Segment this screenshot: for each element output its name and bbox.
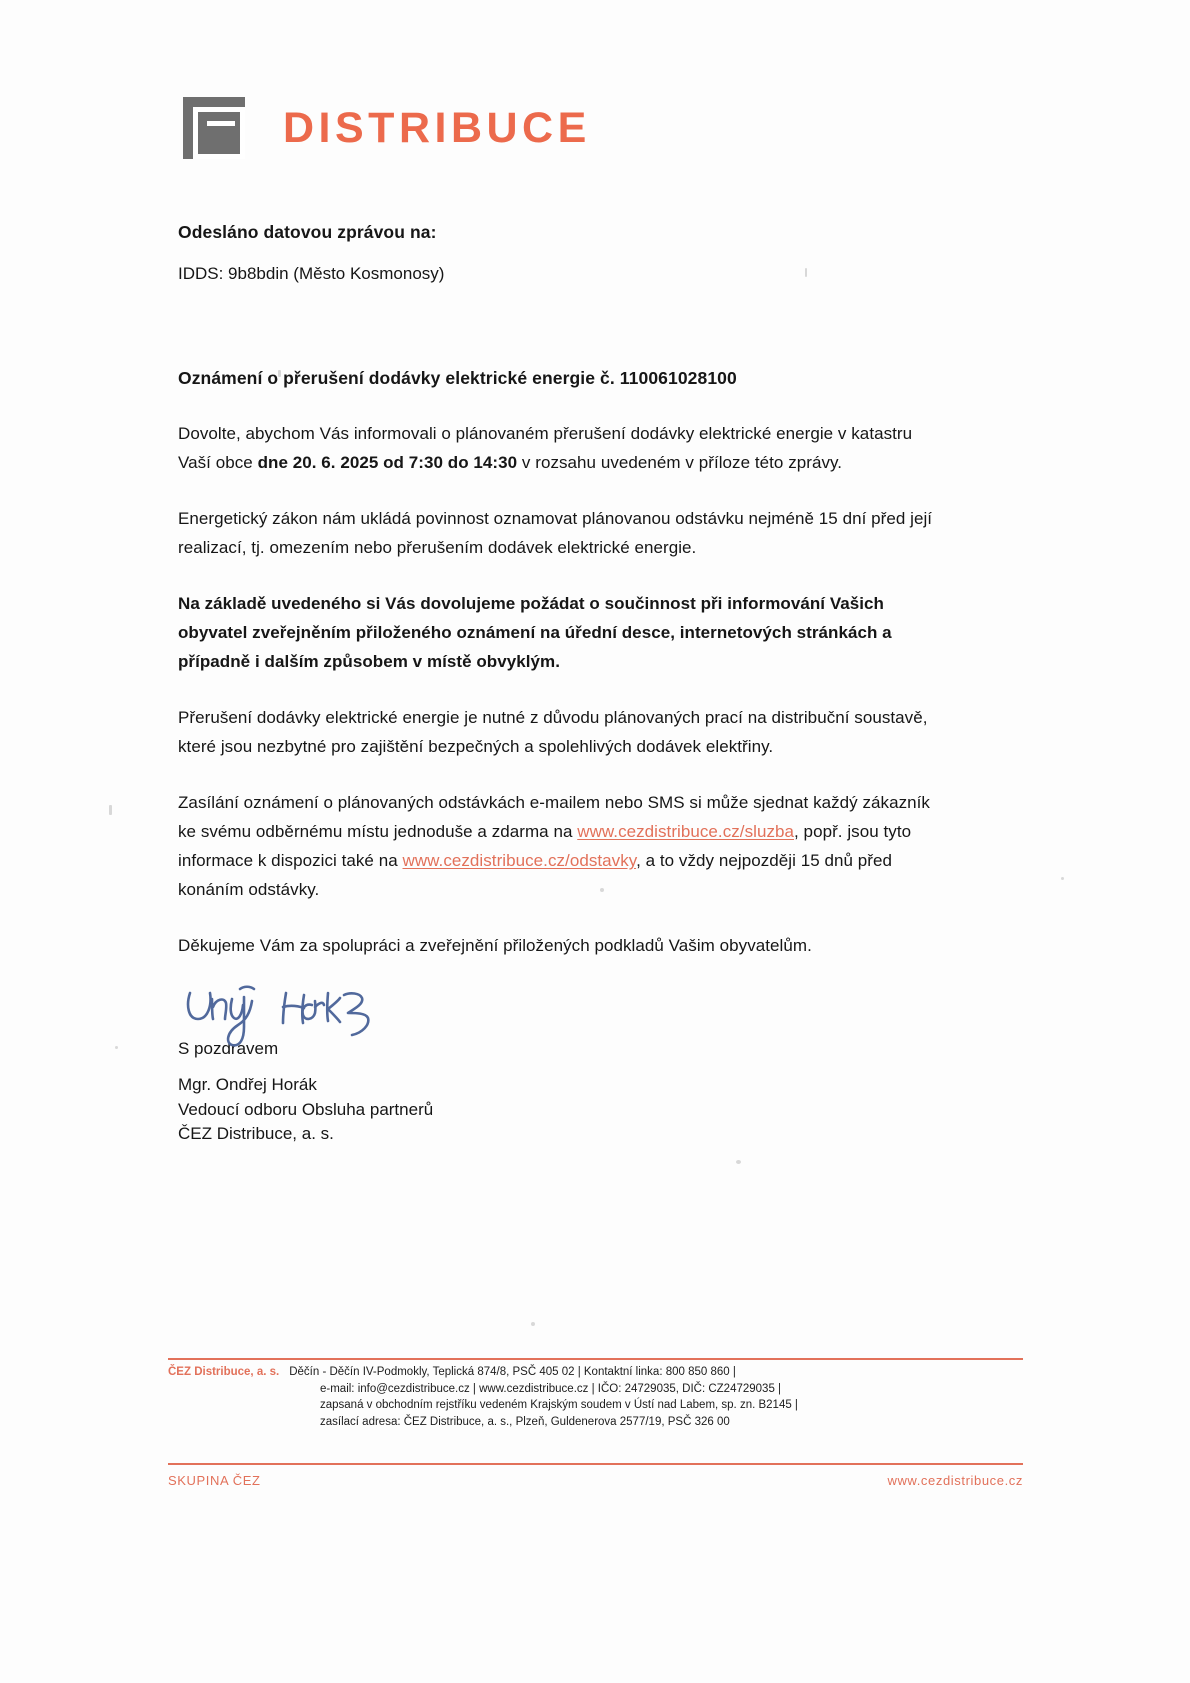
footer-line-1: Děčín - Děčín IV-Podmokly, Teplická 874/8, PSČ 405 02 | Kontaktní linka: 800 850 860 | [289, 1366, 736, 1378]
outage-datetime: dne 20. 6. 2025 od 7:30 do 14:30 [257, 453, 518, 472]
brand-wordmark: DISTRIBUCE [283, 103, 591, 152]
signer-name: Mgr. Ondřej Horák [178, 1075, 317, 1094]
paragraph-1 [178, 419, 940, 477]
scan-speck [109, 805, 112, 815]
paragraph-4: Přerušení dodávky elektrické energie je nutné z důvodu plánovaných prací na distribuční soustavě, které jsou nezbytné pro zajištění bezpečných a spolehlivých dodávek elektřiny. [178, 708, 928, 756]
closing-salutation: S pozdravem [178, 1039, 279, 1058]
paragraph-5-part-1: Zasílání oznámení o plánovaných odstávkách e-mailem nebo SMS si může sjednat každý zákazník ke svému odběrnému místu jednoduše a zdarma na [178, 793, 930, 841]
link-sluzba[interactable]: www.cezdistribuce.cz/sluzba [577, 822, 795, 841]
scan-speck [531, 1322, 535, 1326]
footer-line-3: zapsaná v obchodním rejstříku vedeném Krajským soudem v Ústí nad Labem, sp. zn. B2145 | [320, 1399, 798, 1411]
footer-line-2: e-mail: info@cezdistribuce.cz | www.cezdistribuce.cz | IČO: 24729035, DIČ: CZ24729035 | [320, 1382, 782, 1395]
paragraph-3: Na základě uvedeného si Vás dovolujeme požádat o součinnost při informování Vašich obyvatel zveřejněním přiloženého oznámení na úřední desce, internetových stránkách a případně i dalším způsobem v místě obvyklým. [178, 594, 892, 671]
handwritten-signature-icon [182, 975, 412, 1055]
paragraph-5-part-2: , popř. jsou tyto informace k dispozici také na [178, 822, 912, 870]
paragraph-2: Energetický zákon nám ukládá povinnost oznamovat plánovanou odstávku nejméně 15 dní před její realizací, tj. omezením nebo přerušením dodávek elektrické energie. [178, 509, 933, 557]
footer-divider-top [168, 1358, 1023, 1360]
letter-body [178, 222, 940, 1059]
cez-square-logo-icon [183, 97, 245, 159]
paragraph-5 [178, 788, 940, 904]
group-label: SKUPINA ČEZ [168, 1473, 261, 1488]
spacer [178, 282, 940, 368]
footer-divider-bottom [168, 1463, 1023, 1465]
footer-bottom-bar [168, 1473, 1023, 1488]
footer-company: ČEZ Distribuce, a. s. [168, 1366, 280, 1378]
paragraph-1-part-1: Dovolte, abychom Vás informovali o plánovaném přerušení dodávky elektrické energie v katastru Vaší obce [178, 424, 913, 472]
scan-speck [1061, 877, 1064, 880]
signer-company: ČEZ Distribuce, a. s. [178, 1124, 334, 1143]
scan-speck [115, 1046, 118, 1049]
scan-speck [736, 1160, 741, 1164]
signature-block [178, 1073, 433, 1147]
link-odstavky[interactable]: www.cezdistribuce.cz/odstavky [402, 851, 637, 870]
footer-website[interactable]: www.cezdistribuce.cz [887, 1473, 1023, 1488]
paragraph-6: Děkujeme Vám za spolupráci a zveřejnění přiložených podkladů Vašim obyvatelům. [178, 936, 812, 955]
letterhead [183, 97, 591, 159]
footer-details [168, 1364, 1028, 1430]
footer-line-4: zasílací adresa: ČEZ Distribuce, a. s., Plzeň, Guldenerova 2577/19, PSČ 326 00 [320, 1415, 730, 1428]
letter-title: Oznámení o přerušení dodávky elektrické energie č. 110061028100 [178, 368, 737, 388]
recipient-heading: Odesláno datovou zprávou na: [178, 222, 437, 242]
cez-logo-bar [207, 121, 235, 126]
paragraph-1-part-2: v rozsahu uvedeném v příloze této zprávy. [517, 453, 843, 472]
signer-role: Vedoucí odboru Obsluha partnerů [178, 1099, 434, 1119]
recipient-idds: IDDS: 9b8bdin (Město Kosmonosy) [178, 264, 445, 283]
paragraph-5-part-3: , a to vždy nejpozději 15 dnů před konáním odstávky. [178, 851, 892, 899]
